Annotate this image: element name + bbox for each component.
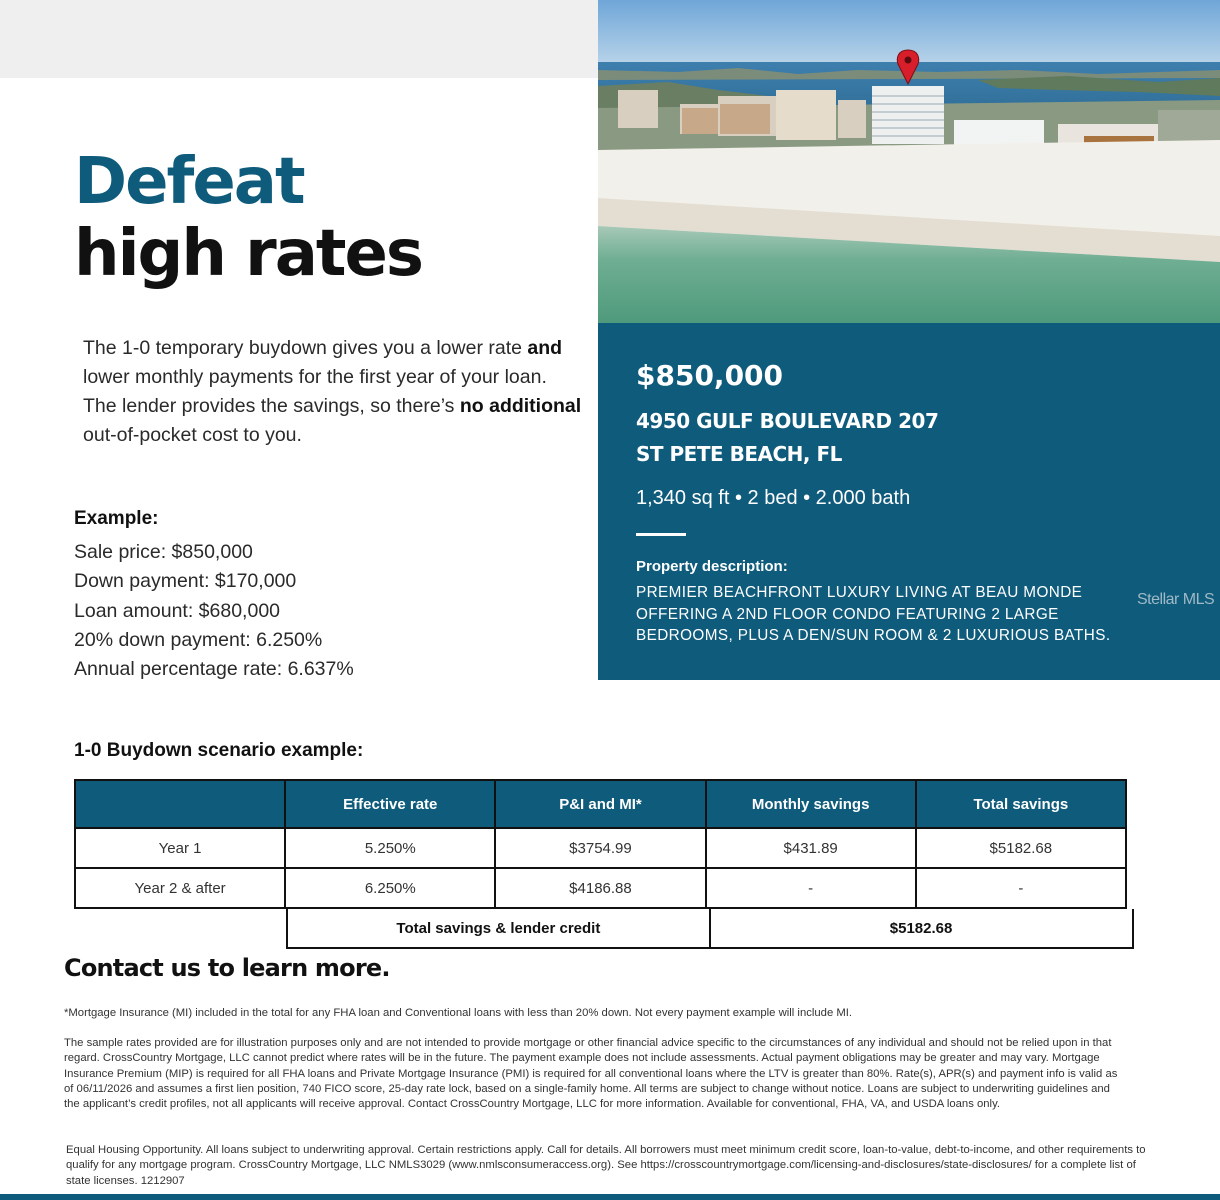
example-row: Sale price: $850,000 xyxy=(74,541,253,563)
table-cell: - xyxy=(705,869,917,909)
table-cell: $5182.68 xyxy=(915,829,1127,869)
example-row: Loan amount: $680,000 xyxy=(74,599,281,622)
property-aerial-photo xyxy=(598,0,1220,323)
mi-note: *Mortgage Insurance (MI) included in the total for any FHA loan and Conventional loans with less than 20% down. Not every payment example will include MI. xyxy=(64,1007,853,1019)
table-cell: - xyxy=(915,869,1127,909)
property-price: $850,000 xyxy=(636,359,784,392)
mls-watermark: Stellar MLS xyxy=(1137,591,1215,608)
headline-line-1: Defeat xyxy=(74,145,304,219)
table-header-cell: Effective rate xyxy=(284,779,496,829)
bottom-bar xyxy=(0,1194,1220,1200)
intro-text-2: lower monthly payments for the first year of your loan. The lender provides the savings, so there’s xyxy=(83,366,547,417)
example-block xyxy=(74,508,354,684)
total-value: $5182.68 xyxy=(709,909,1134,949)
equal-housing-note: Equal Housing Opportunity. All loans subject to underwriting approval. Certain restrictions apply. Call for details. All borrowers must meet minimum credit score, loan-to-value, debt-to-income, and other requirements to qualify for any mortgage program. CrossCountry Mortgage, LLC NMLS3029 (www.nmlsconsumeraccess.org). See https://crosscountrymortgage.com/licensing-and-disclosures/state-disclosures/ for a complete list of state licenses. 1212907 xyxy=(66,1144,1146,1187)
table-header-cell: P&I and MI* xyxy=(494,779,706,829)
example-row: Annual percentage rate: 6.637% xyxy=(74,658,354,681)
headline xyxy=(74,145,422,291)
table-row xyxy=(74,829,1135,869)
table-header-cell xyxy=(74,779,286,829)
property-panel xyxy=(598,323,1220,680)
property-address-line-2: ST PETE BEACH, FL xyxy=(636,442,842,466)
intro-text-3: out-of-pocket cost to you. xyxy=(83,424,302,446)
total-label: Total savings & lender credit xyxy=(286,909,710,949)
intro-text-1: The 1-0 temporary buydown gives you a lower rate xyxy=(83,337,528,359)
property-description-label: Property description: xyxy=(636,558,788,575)
example-row: Down payment: $170,000 xyxy=(74,570,297,593)
table-cell: 6.250% xyxy=(284,869,496,909)
table-header-cell: Total savings xyxy=(915,779,1127,829)
disclaimer: The sample rates provided are for illustration purposes only and are not intended to provide mortgage or other financial advice specific to the circumstances of any individual and should not be relied upon in that regard. CrossCountry Mortgage, LLC cannot predict where rates will be in the future. The payment example does not include assessments. Actual payment obligations may be greater and may vary. Mortgage Insurance Premium (MIP) is required for all FHA loans and Private Mortgage Insurance (PMI) is required for all conventional loans where the LTV is greater than 80%. Rate(s), APR(s) and payment info is valid as of 06/11/2026 and assumes a first lien position, 740 FICO score, 25-day rate lock, based on a single-family home. All terms are subject to change without notice. Loans are subject to underwriting guidelines and the applicant’s credit profiles, not all applicants will receive approval. Contact CrossCountry Mortgage, LLC for more information. Available for conventional, FHA, VA, and USDA loans only. xyxy=(64,1037,1118,1111)
divider xyxy=(636,533,686,536)
table-row xyxy=(74,869,1135,909)
intro-bold-2: no additional xyxy=(459,395,582,417)
table-header-row xyxy=(74,779,1135,829)
intro-bold-1: and xyxy=(527,337,563,359)
property-address-line-1: 4950 GULF BOULEVARD 207 xyxy=(636,409,939,433)
table-cell: $431.89 xyxy=(705,829,917,869)
intro-paragraph xyxy=(83,334,583,450)
buydown-table xyxy=(74,779,1135,949)
example-title: Example: xyxy=(74,508,159,529)
table-cell: Year 1 xyxy=(74,829,286,869)
example-row: 20% down payment: 6.250% xyxy=(74,628,323,651)
property-description: PREMIER BEACHFRONT LUXURY LIVING AT BEAU MONDE OFFERING A 2ND FLOOR CONDO FEATURING 2 LARGE BEDROOMS, PLUS A DEN/SUN ROOM & 2 LUXURIOUS BATHS. xyxy=(636,584,1111,644)
property-specs: 1,340 sq ft • 2 bed • 2.000 bath xyxy=(636,487,911,509)
table-cell: 5.250% xyxy=(284,829,496,869)
scenario-title: 1-0 Buydown scenario example: xyxy=(74,740,364,761)
top-gray-band xyxy=(0,0,598,78)
headline-line-2: high rates xyxy=(74,217,422,291)
table-cell: $4186.88 xyxy=(494,869,706,909)
contact-cta: Contact us to learn more. xyxy=(64,954,390,982)
table-total-spacer xyxy=(74,909,286,949)
table-cell: Year 2 & after xyxy=(74,869,286,909)
table-header-cell: Monthly savings xyxy=(705,779,917,829)
table-total-row xyxy=(74,909,1135,949)
table-cell: $3754.99 xyxy=(494,829,706,869)
